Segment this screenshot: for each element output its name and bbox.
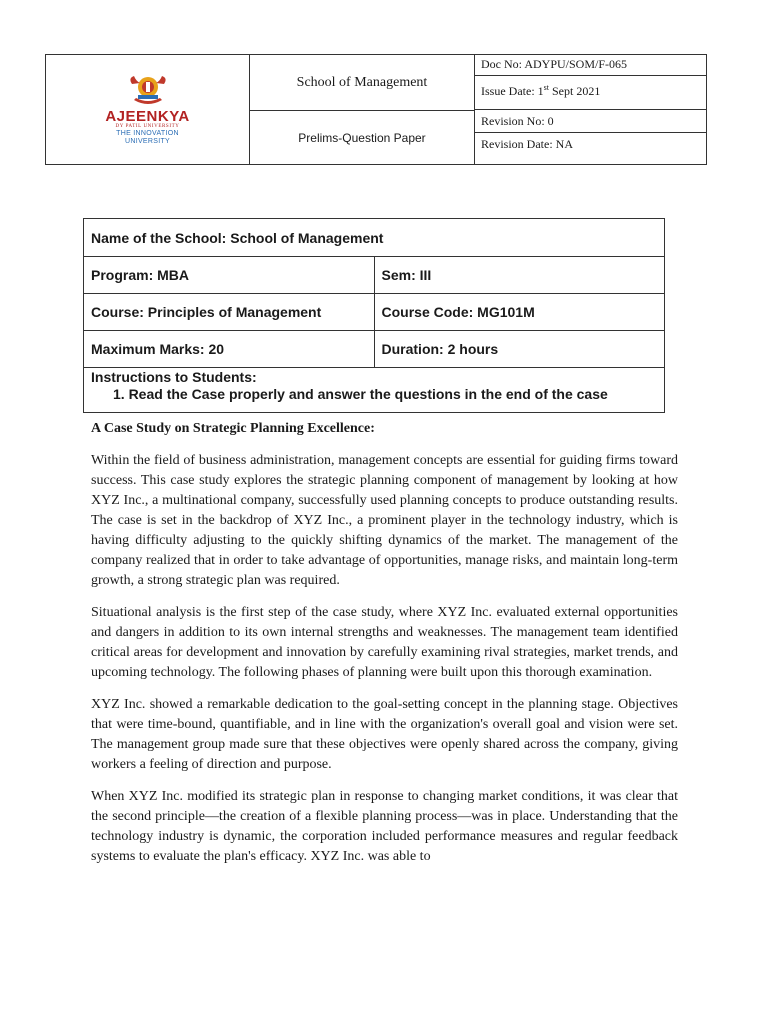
header-logo-tagline-2: UNIVERSITY [124, 137, 170, 145]
header-school-title: School of Management [296, 74, 428, 90]
university-crest-icon [126, 74, 170, 108]
case-study-body [91, 419, 678, 879]
issue-date-sup: st [543, 83, 549, 92]
header-paper-cell [250, 111, 475, 164]
max-marks-cell: Maximum Marks: 20 [84, 331, 375, 368]
course-code-cell: Course Code: MG101M [374, 294, 665, 331]
header-issue-date [475, 77, 706, 110]
duration-cell: Duration: 2 hours [374, 331, 665, 368]
issue-date-suffix: Sept 2021 [549, 84, 601, 98]
university-logo-box [105, 74, 189, 146]
issue-date-prefix: Issue Date: 1 [481, 84, 544, 98]
case-paragraph-4: When XYZ Inc. modified its strategic plan in response to changing market conditions, it was clear that the second principle—the creation of a flexible planning process—was in place. Understanding that the technology industry is dynamic, the corporation included performance measures and regular feedback systems to evaluate the plan's efficacy. XYZ Inc. was able to [91, 789, 678, 864]
case-paragraph-1: Within the field of business administration, management concepts are essential for guiding firms toward success. This case study explores the strategic planning component of management by looking at how XYZ Inc., a multinational company, successfully used planning concepts to produce outstanding results. The case is set in the backdrop of XYZ Inc., a prominent player in the technology industry, which is having difficulty adjusting to the quickly shifting dynamics of the market. The management of the company realized that in order to take advantage of opportunities, manage risks, and maintain long-term growth, a strong strategic plan was required. [91, 453, 678, 588]
header-logo-cell [46, 55, 250, 164]
header-school-cell [250, 55, 475, 111]
document-header [45, 54, 707, 165]
case-heading: A Case Study on Strategic Planning Excellence: [91, 421, 375, 436]
instructions-title: Instructions to Students: [91, 369, 257, 385]
sem-cell: Sem: III [374, 257, 665, 294]
program-cell: Program: MBA [84, 257, 375, 294]
header-revision-no: Revision No: 0 [475, 111, 706, 133]
school-name-cell: Name of the School: School of Management [84, 219, 665, 257]
header-doc-no: Doc No: ADYPU/SOM/F-065 [475, 55, 706, 76]
instruction-item: 1. Read the Case properly and answer the questions in the end of the case [113, 386, 608, 402]
course-cell: Course: Principles of Management [84, 294, 375, 331]
header-paper-type: Prelims-Question Paper [298, 130, 426, 145]
header-logo-subtitle: DY PATIL UNIVERSITY [115, 123, 180, 129]
header-logo-name: AJEENKYA [105, 107, 190, 125]
case-paragraph-3: XYZ Inc. showed a remarkable dedication to the goal-setting concept in the planning stage. Objectives that were time-bound, quantifiable, and in line with the organization's overall goal and vision were set. The management group made sure that these objectives were openly shared across the company, giving workers a feeling of direction and purpose. [91, 697, 678, 772]
instructions-cell [84, 368, 665, 413]
exam-info-table [83, 218, 665, 413]
case-paragraph-2: Situational analysis is the first step of the case study, where XYZ Inc. evaluated external opportunities and dangers in addition to its own internal strengths and weaknesses. The management team identified critical areas for development and innovation by carefully examining rival strategies, market trends, and upcoming technology. The following phases of planning were built upon this thorough examination. [91, 605, 678, 680]
header-revision-date: Revision Date: NA [481, 137, 573, 151]
header-logo-tagline-1: THE INNOVATION [116, 129, 179, 137]
